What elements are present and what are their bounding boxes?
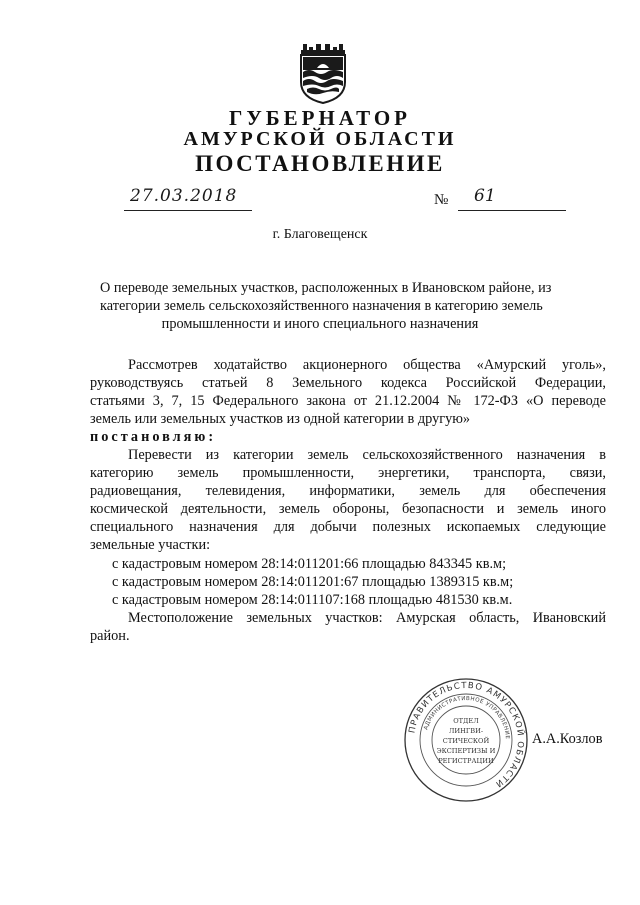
document-subject xyxy=(100,279,552,333)
location-line: район. xyxy=(90,628,130,644)
preamble-line: Рассмотрев ходатайство акционерного общества «Амурский уголь», xyxy=(128,357,606,373)
parcel-item: с кадастровым номером 28:14:011107:168 площадью 481530 кв.м. xyxy=(112,592,513,608)
subject-line: промышленности и иного специального назначения xyxy=(161,316,479,332)
subject-line: категории земель сельскохозяйственного назначения в категорию земель xyxy=(100,298,543,314)
transfer-line: земельные участки: xyxy=(90,537,211,553)
seal-inner-text: АДМИНИСТРАТИВНОЕ УПРАВЛЕНИЕ xyxy=(423,695,511,740)
seal-center-line: ОТДЕЛ xyxy=(453,717,479,725)
resolve-word: постановляю: xyxy=(90,429,217,445)
seal-center-line: ЭКСПЕРТИЗЫ И xyxy=(436,747,496,755)
authority-title: ГУБЕРНАТОР xyxy=(228,106,412,130)
official-seal-icon xyxy=(403,677,529,803)
seal-center-line: РЕГИСТРАЦИИ xyxy=(438,757,494,765)
document-type: ПОСТАНОВЛЕНИЕ xyxy=(195,151,445,176)
subject-line: О переводе земельных участков, расположенных в Ивановском районе, из xyxy=(100,280,552,296)
location-line: Местоположение земельных участков: Амурская область, Ивановский xyxy=(128,610,606,626)
authority-region: АМУРСКОЙ ОБЛАСТИ xyxy=(183,128,457,150)
number-handwritten: 61 xyxy=(474,186,496,206)
seal-outer-text: ПРАВИТЕЛЬСТВО АМУРСКОЙ ОБЛАСТИ xyxy=(407,680,526,790)
transfer-line: космической деятельности, земель обороны, безопасности и земель иного xyxy=(90,501,606,517)
seal-center-line: ЛИНГВИ- xyxy=(448,727,484,735)
transfer-line: категорию земель промышленности, энергетики, транспорта, связи, xyxy=(90,465,606,481)
seal-center-line: СТИЧЕСКОЙ xyxy=(442,737,490,745)
preamble-line: земель или земельных участков из одной категории в другую» xyxy=(90,411,471,427)
date-handwritten: 27.03.2018 xyxy=(130,186,238,206)
number-label: № xyxy=(434,192,449,208)
transfer-line: радиовещания, телевидения, информатики, земель для обеспечения xyxy=(90,483,606,499)
preamble-line: руководствуясь статьей 8 Земельного кодекса Российской Федерации, xyxy=(90,375,606,391)
parcel-item: с кадастровым номером 28:14:011201:66 площадью 843345 кв.м; xyxy=(112,556,507,572)
transfer-line: Перевести из категории земель сельскохозяйственного назначения в xyxy=(128,447,606,463)
number-field xyxy=(458,186,566,211)
date-field xyxy=(124,186,252,211)
coat-of-arms-icon xyxy=(297,42,349,104)
signer-name: А.А.Козлов xyxy=(532,731,603,747)
transfer-line: специального назначения для добычи полезных ископаемых следующие xyxy=(90,519,606,535)
preamble-line: статьями 3, 7, 15 Федерального закона от 21.12.2004 № 172-ФЗ «О переводе xyxy=(90,393,606,409)
parcel-item: с кадастровым номером 28:14:011201:67 площадью 1389315 кв.м; xyxy=(112,574,514,590)
city-line: г. Благовещенск xyxy=(272,227,368,242)
